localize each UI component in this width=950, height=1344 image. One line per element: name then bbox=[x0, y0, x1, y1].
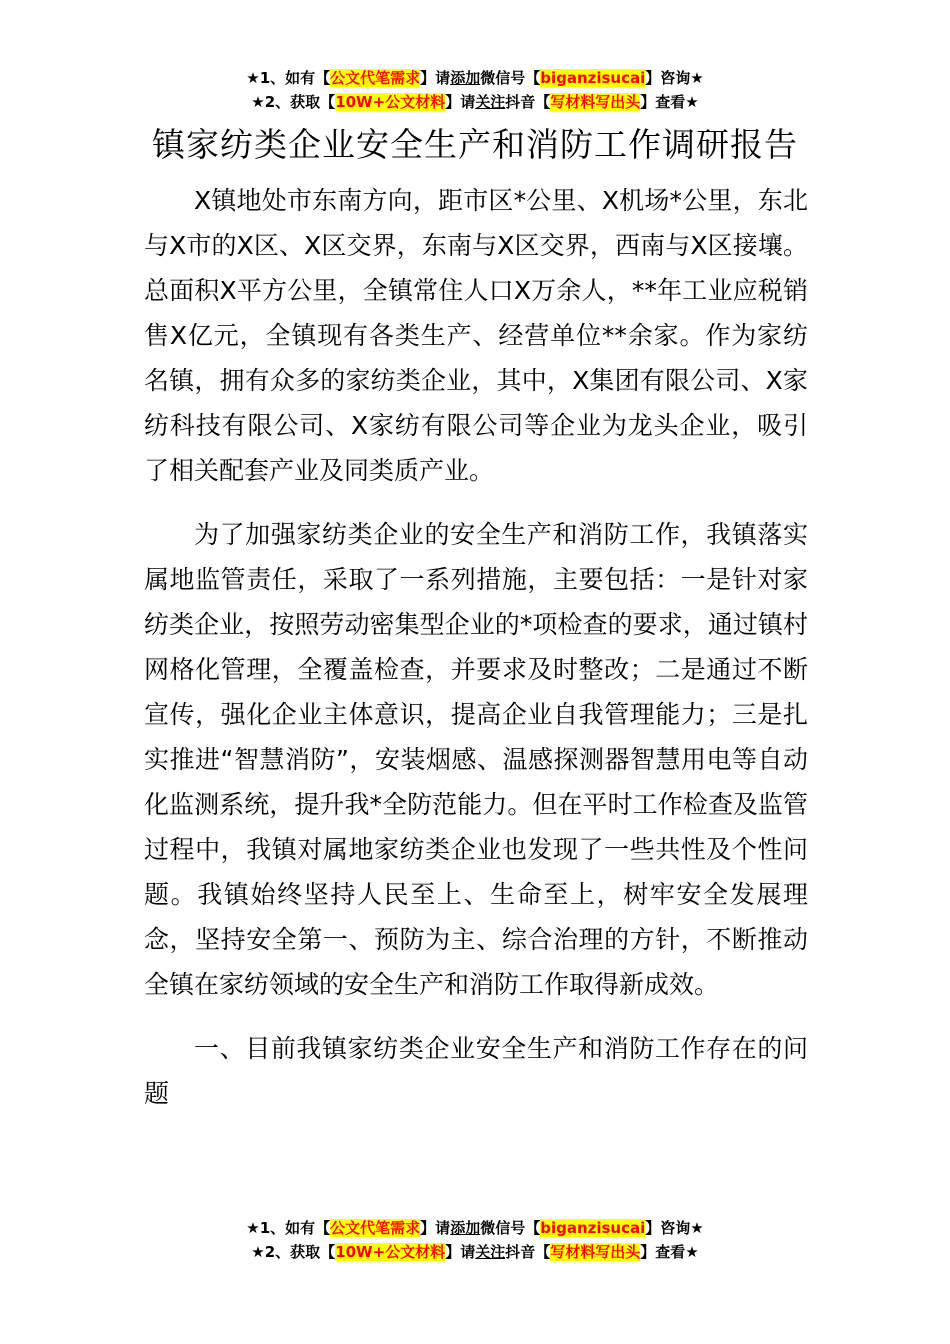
banner-line-1 bbox=[0, 66, 950, 90]
banner-text: 】请 bbox=[420, 69, 451, 87]
footer-banner bbox=[0, 1216, 950, 1264]
banner-text: ★2、获取【 bbox=[251, 93, 336, 111]
paragraph-measures: 为了加强家纺类企业的安全生产和消防工作，我镇落实属地监管责任，采取了一系列措施，主要包括：一是针对家纺类企业，按照劳动密集型企业的*项检查的要求，通过镇村网格化管理，全覆盖检查，并要求及时整改；二是通过不断宣传，强化企业主体意识，提高企业自我管理能力；三是扎实推进“智慧消防”，安装烟感、温感探测器智慧用电等自动化监测系统，提升我*全防范能力。但在平时工作检查及监管过程中，我镇对属地家纺类企业也发现了一些共性及个性问题。我镇始终坚持人民至上、生命至上，树牢安全发展理念，坚持安全第一、预防为主、综合治理的方针，不断推动全镇在家纺领域的安全生产和消防工作取得新成效。 bbox=[144, 520, 808, 999]
banner-text: 】咨询★ bbox=[645, 1219, 704, 1237]
banner-text: 】请 bbox=[445, 1243, 476, 1261]
paragraph-intro: X镇地处市东南方向，距市区*公里、X机场*公里，东北与X市的X区、X区交界，东南与X区交界，西南与X区接壤。总面积X平方公里，全镇常住人口X万余人，**年工业应税销售X亿元，全镇现有各类生产、经营单位**余家。作为家纺名镇，拥有众多的家纺类企业，其中，X集团有限公司、X家纺科技有限公司、X家纺有限公司等企业为龙头企业，吸引了相关配套产业及同类质产业。 bbox=[144, 186, 808, 485]
banner-text: ★2、获取【 bbox=[251, 1243, 336, 1261]
banner-text: 微信号【 bbox=[480, 69, 541, 87]
banner-text: 】请 bbox=[445, 93, 476, 111]
banner-text: 抖音【 bbox=[505, 1243, 551, 1261]
banner-wechat-id: biganzisucai bbox=[540, 1219, 646, 1237]
section-heading: 一、目前我镇家纺类企业安全生产和消防工作存在的问题 bbox=[144, 1034, 808, 1108]
banner-emphasis: 添加 bbox=[450, 69, 481, 87]
banner-emphasis: 添加 bbox=[450, 1219, 481, 1237]
banner-highlight: 10W+公文材料 bbox=[335, 1243, 446, 1261]
banner-text: 】请 bbox=[420, 1219, 451, 1237]
document-body bbox=[144, 178, 808, 1135]
banner-text: 】查看★ bbox=[640, 1243, 699, 1261]
banner-line-1 bbox=[0, 1216, 950, 1240]
banner-text: 抖音【 bbox=[505, 93, 551, 111]
banner-highlight: 10W+公文材料 bbox=[335, 93, 446, 111]
banner-text: ★1、如有【 bbox=[246, 69, 331, 87]
banner-highlight: 公文代笔需求 bbox=[330, 1219, 421, 1237]
banner-wechat-id: biganzisucai bbox=[540, 69, 646, 87]
banner-emphasis: 关注 bbox=[475, 93, 506, 111]
banner-line-2 bbox=[0, 1240, 950, 1264]
banner-text: ★1、如有【 bbox=[246, 1219, 331, 1237]
banner-douyin-id: 写材料写出头 bbox=[550, 1243, 641, 1261]
banner-highlight: 公文代笔需求 bbox=[330, 69, 421, 87]
banner-douyin-id: 写材料写出头 bbox=[550, 93, 641, 111]
banner-line-2 bbox=[0, 90, 950, 114]
banner-text: 微信号【 bbox=[480, 1219, 541, 1237]
header-banner bbox=[0, 66, 950, 114]
banner-text: 】咨询★ bbox=[645, 69, 704, 87]
document-title: 镇家纺类企业安全生产和消防工作调研报告 bbox=[152, 125, 798, 164]
banner-emphasis: 关注 bbox=[475, 1243, 506, 1261]
banner-text: 】查看★ bbox=[640, 93, 699, 111]
